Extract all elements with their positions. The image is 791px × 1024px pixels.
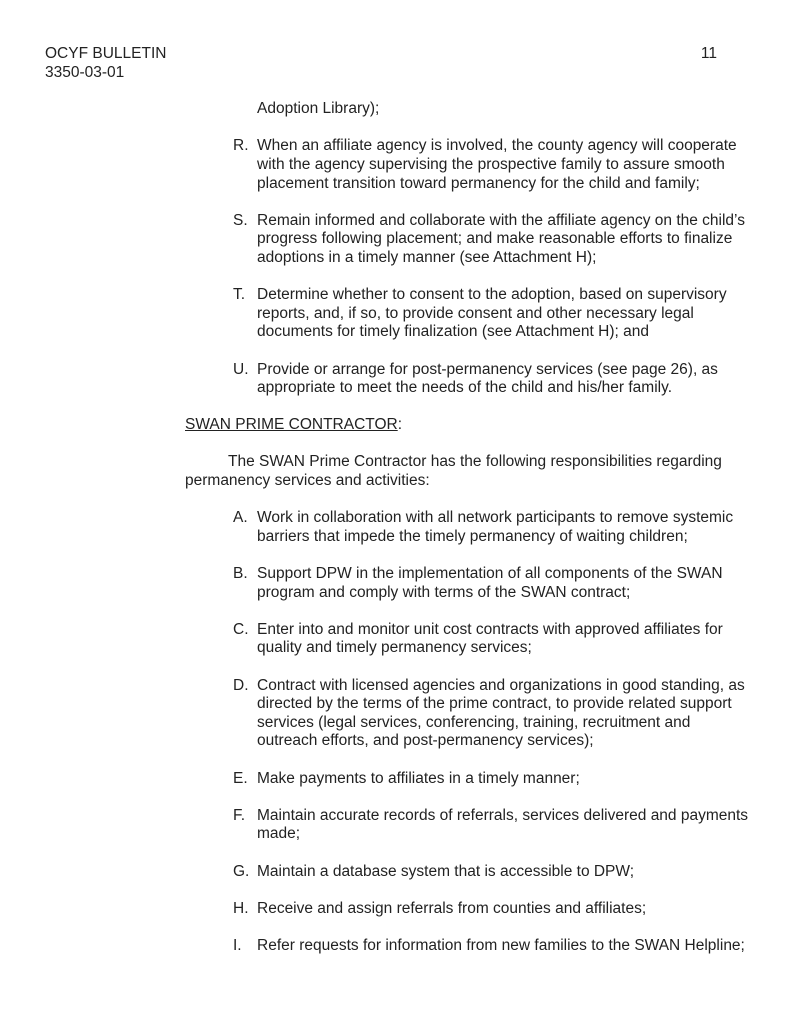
list-letter: S. [233,211,248,229]
bulletin-title: OCYF BULLETIN [45,45,167,62]
list-letter: T. [233,286,246,304]
list-text: Make payments to affiliates in a timely manner; [257,769,580,787]
list-letter: B. [233,565,248,583]
list-letter: G. [233,862,250,880]
bulletin-number: 3350-03-01 [45,63,125,81]
list-text: Remain informed and collaborate with the affiliate agency on the child’s progress following placement; and make reasonable efforts to finalize adoptions in a timely manner (see Attachment H); [257,211,745,266]
list-item-D [233,677,749,751]
list-item-I [233,937,749,956]
list-letter: A. [233,509,248,527]
list-item-S [233,212,749,268]
list-text: Enter into and monitor unit cost contracts with approved affiliates for quality and timely permanency services; [257,620,723,657]
list-text: Maintain accurate records of referrals, services delivered and payments made; [257,806,749,843]
list-item-A [233,509,749,546]
list-text: Receive and assign referrals from counties and affiliates; [257,899,647,917]
list-item-U [233,361,749,398]
list-text: Maintain a database system that is accessible to DPW; [257,862,635,880]
list-item-F [233,807,749,844]
list-text: Determine whether to consent to the adoption, based on supervisory reports, and, if so, to provide consent and other necessary legal documents for timely finalization (see Attachment H); and [257,286,727,341]
list-text: Work in collaboration with all network participants to remove systemic barriers that impede the timely permanency of waiting children; [257,509,734,545]
list-text: Contract with licensed agencies and organizations in good standing, as directed by the terms of the prime contract, to provide related support services (legal services, conferencing, training, recruitment and outreach efforts, and post-permanency services); [257,676,745,750]
list-letter: D. [233,676,249,694]
list-letter: E. [233,769,248,787]
page-number: 11 [700,45,717,62]
list-letter: R. [233,137,249,155]
header-left-block [45,45,166,82]
list-item-G [233,863,749,882]
list-item-H [233,900,749,919]
list-letter: I. [233,936,242,954]
carryover-line: Adoption Library); [257,100,380,118]
section-heading-colon: : [397,416,403,434]
list-text: Support DPW in the implementation of all components of the SWAN program and comply with terms of the SWAN contract; [257,565,723,601]
list-item-E [233,770,749,789]
document-body [0,100,791,955]
list-item-R [233,137,749,193]
list-item-T [233,286,749,342]
section-heading-text: SWAN PRIME CONTRACTOR [185,416,398,434]
list-letter: H. [233,899,249,917]
section-heading [185,416,791,435]
list-letter: F. [233,806,246,824]
list-item-B [233,565,749,602]
list-item-C [233,621,749,658]
section-intro-paragraph: The SWAN Prime Contractor has the following responsibilities regarding permanency services and activities: [185,453,722,490]
list-text: Refer requests for information from new families to the SWAN Helpline; [257,936,745,954]
page-header [0,0,791,82]
list-letter: C. [233,620,249,638]
list-text: When an affiliate agency is involved, the county agency will cooperate with the agency supervising the prospective family to assure smooth placement transition toward permanency for the child and family; [257,137,737,192]
list-letter: U. [233,360,249,378]
list-text: Provide or arrange for post-permanency services (see page 26), as appropriate to meet the needs of the child and his/her family. [257,360,718,397]
